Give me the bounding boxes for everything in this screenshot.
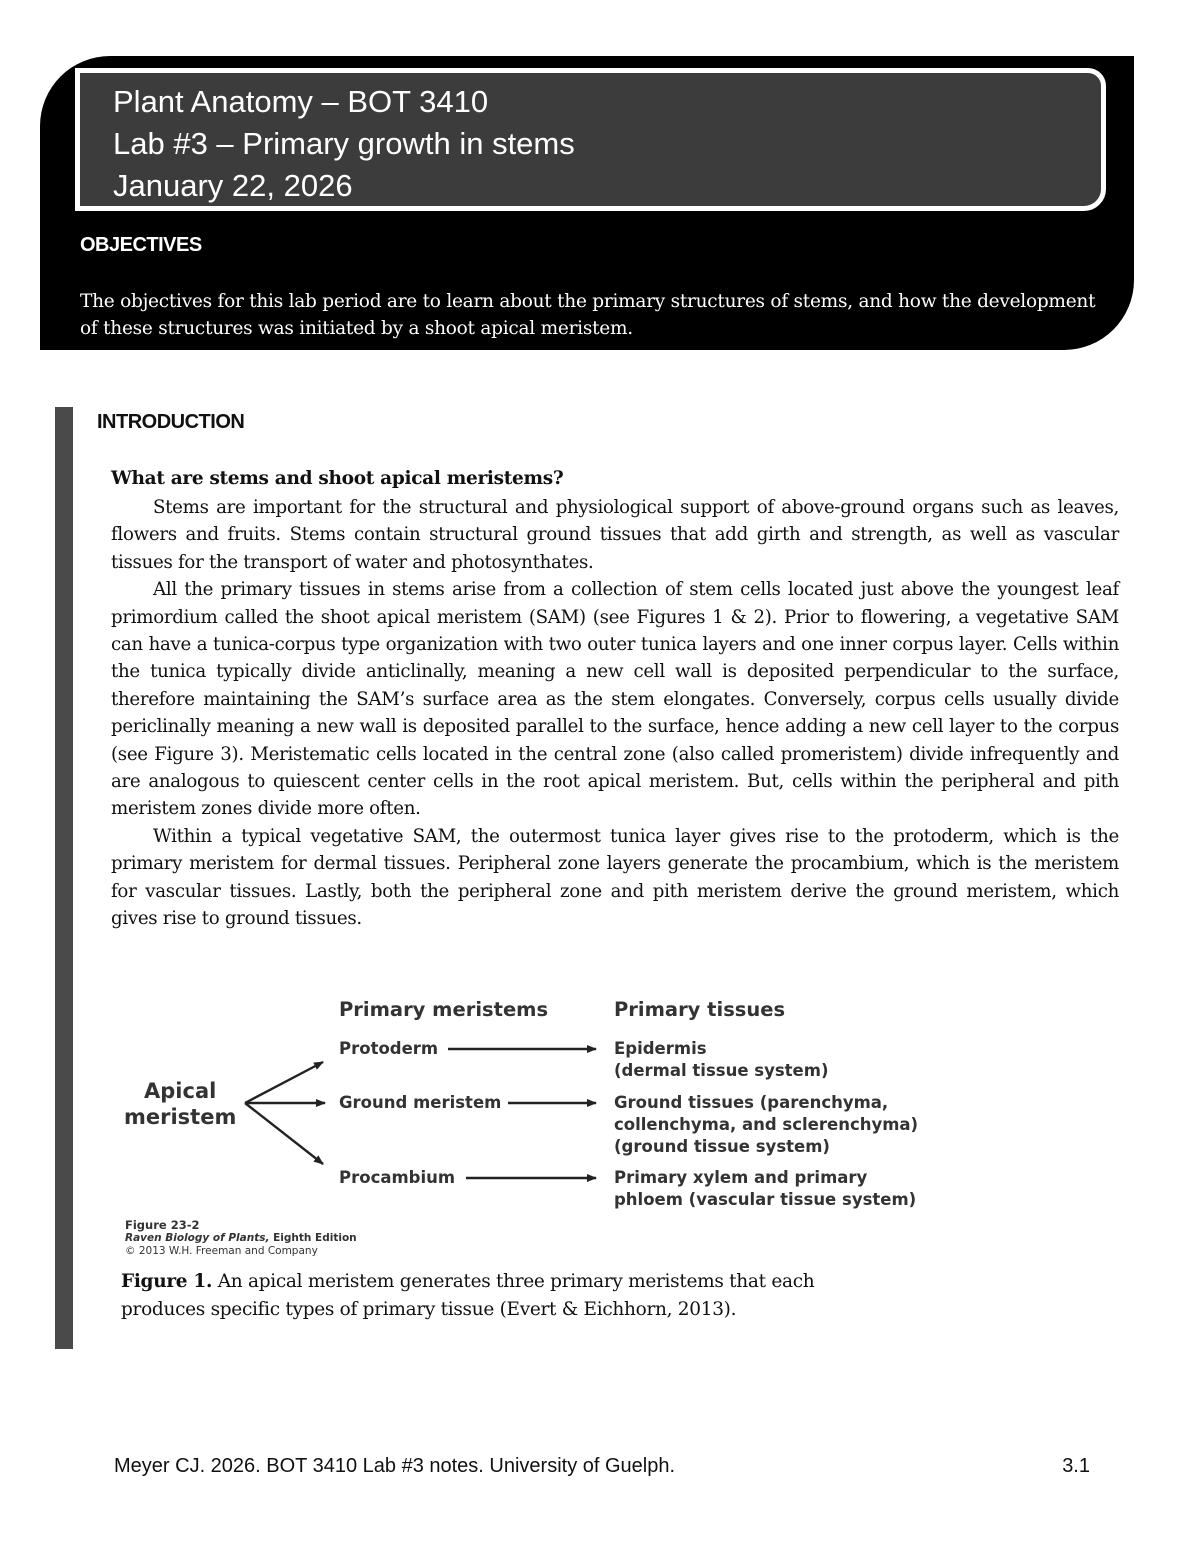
primary-meristems-heading: Primary meristems	[339, 998, 549, 1021]
ground-tissues	[614, 1092, 918, 1158]
apical-word: Apical	[144, 1079, 217, 1103]
apical-meristem-label	[124, 1078, 236, 1130]
ground-meristem-label: Ground meristem	[339, 1093, 502, 1112]
paragraph-2: All the primary tissues in stems arise from a collection of stem cells located just above the youngest leaf primordium called the shoot apical meristem (SAM) (see Figures 1 & 2). Prior to flowering, a vegetative SAM can have a tunica-corpus type organization with two outer tunica layers and one inner corpus layer. Cells within the tunica typically divide anticlinally, meaning a new cell wall is deposited perpendicular to the surface, therefore maintaining the SAM’s surface area as the stem elongates. Conversely, corpus cells usually divide periclinally meaning a new wall is deposited parallel to the surface, hence adding a new cell layer to the corpus (see Figure 3). Meristematic cells located in the central zone (also called promeristem) divide infrequently and are analogous to quiescent center cells in the root apical meristem. But, cells within the peripheral and pith meristem zones divide more often.	[111, 579, 1119, 820]
credit-edition: Eighth Edition	[273, 1232, 357, 1244]
arrow-to-protoderm	[245, 1062, 323, 1103]
meristem-word: meristem	[124, 1105, 237, 1129]
lab-date: January 22, 2026	[113, 168, 353, 203]
section-side-bar	[55, 407, 73, 1349]
tissue-line: Ground tissues (parenchyma,	[614, 1093, 889, 1112]
stems-subheading: What are stems and shoot apical meristems?	[111, 468, 564, 489]
tissue-line: phloem (vascular tissue system)	[614, 1190, 917, 1209]
procambium-label: Procambium	[339, 1168, 456, 1187]
introduction-heading: INTRODUCTION	[97, 411, 245, 433]
paragraph-3: Within a typical vegetative SAM, the outermost tunica layer gives rise to the protoderm, which is the primary meristem for dermal tissues. Peripheral zone layers generate the procambium, which is the meristem for vascular tissues. Lastly, both the peripheral zone and pith meristem derive the ground meristem, which gives rise to ground tissues.	[111, 825, 1119, 930]
objectives-text: The objectives for this lab period are to learn about the primary structures of stems, and how the development of these structures was initiated by a shoot apical meristem.	[80, 291, 1096, 339]
tissue-line: collenchyma, and sclerenchyma)	[614, 1115, 919, 1134]
credit-figure-id: Figure 23-2	[125, 1218, 200, 1232]
caption-text: An apical meristem generates three primary meristems that each produces specific types of primary tissue (Evert & Eichhorn, 2013).	[121, 1271, 815, 1320]
tissue-line: Epidermis	[614, 1039, 707, 1058]
arrow-to-procambium	[245, 1103, 323, 1164]
title-box	[75, 68, 1106, 211]
figure-1-caption	[121, 1268, 901, 1324]
course-title: Plant Anatomy – BOT 3410	[113, 84, 489, 119]
figure-credit	[125, 1219, 357, 1258]
tissue-line: Primary xylem and primary	[614, 1168, 868, 1187]
credit-book: Raven Biology of Plants,	[125, 1232, 270, 1244]
footer-citation: Meyer CJ. 2026. BOT 3410 Lab #3 notes. University of Guelph.	[114, 1455, 676, 1477]
primary-tissues-heading: Primary tissues	[614, 998, 786, 1021]
epidermis-tissue	[614, 1038, 828, 1082]
credit-copyright: © 2013 W.H. Freeman and Company	[125, 1245, 318, 1257]
vascular-tissues	[614, 1167, 916, 1211]
paragraph-1: Stems are important for the structural and physiological support of above-ground organs such as leaves, flowers and fruits. Stems contain structural ground tissues that add girth and strength, as well as vascular tissues for the transport of water and photosynthates.	[111, 497, 1119, 573]
credit-book-line	[125, 1232, 357, 1245]
introduction-body	[111, 494, 1119, 933]
page-footer	[114, 1455, 1090, 1478]
objectives-heading: OBJECTIVES	[80, 234, 202, 256]
lab-title: Lab #3 – Primary growth in stems	[113, 126, 575, 161]
page-number: 3.1	[1062, 1455, 1090, 1477]
caption-label: Figure 1.	[121, 1271, 213, 1292]
figure-1-diagram	[120, 990, 940, 1270]
tissue-line: (ground tissue system)	[614, 1137, 830, 1156]
protoderm-label: Protoderm	[339, 1039, 439, 1058]
tissue-line: (dermal tissue system)	[614, 1061, 829, 1080]
